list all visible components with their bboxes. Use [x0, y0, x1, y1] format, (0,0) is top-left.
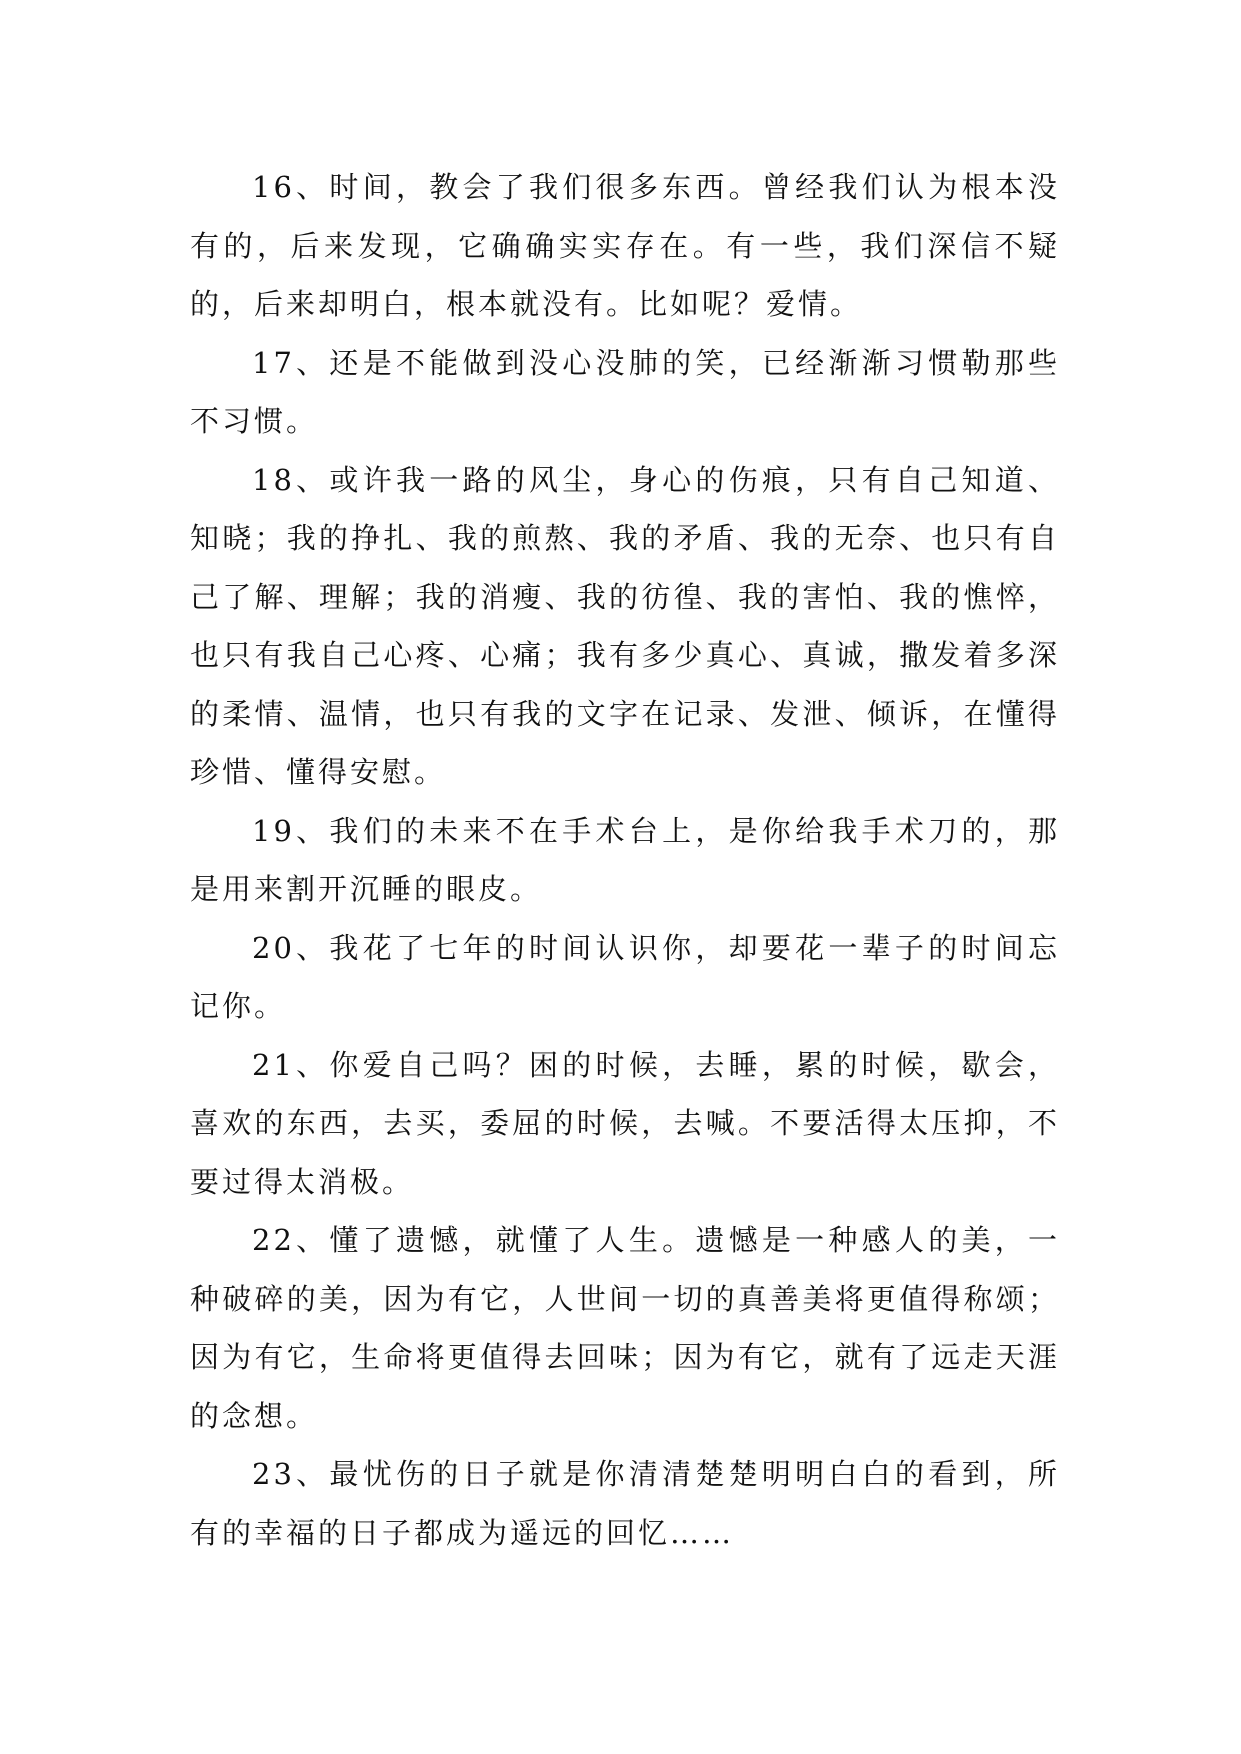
paragraph-19: 19、我们的未来不在手术台上，是你给我手术刀的，那是用来割开沉睡的眼皮。	[190, 813, 1060, 906]
paragraph-22: 22、懂了遗憾，就懂了人生。遗憾是一种感人的美，一种破碎的美，因为有它，人世间一切的真善美将更值得称颂；因为有它，生命将更值得去回味；因为有它，就有了远走天涯的念想。	[190, 1223, 1060, 1433]
document-body	[190, 158, 1060, 1562]
paragraph-18: 18、或许我一路的风尘，身心的伤痕，只有自己知道、知晓；我的挣扎、我的煎熬、我的矛盾、我的无奈、也只有自己了解、理解；我的消瘦、我的彷徨、我的害怕、我的憔悴，也只有我自己心疼、心痛；我有多少真心、真诚，撒发着多深的柔情、温情，也只有我的文字在记录、发泄、倾诉，在懂得珍惜、懂得安慰。	[190, 462, 1060, 789]
paragraph-23: 23、最忧伤的日子就是你清清楚楚明明白白的看到，所有的幸福的日子都成为遥远的回忆……	[190, 1457, 1060, 1550]
paragraph-16: 16、时间，教会了我们很多东西。曾经我们认为根本没有的，后来发现，它确确实实存在。有一些，我们深信不疑的，后来却明白，根本就没有。比如呢？爱情。	[190, 170, 1060, 321]
paragraph-17: 17、还是不能做到没心没肺的笑，已经渐渐习惯勒那些不习惯。	[190, 345, 1060, 438]
paragraph-20: 20、我花了七年的时间认识你，却要花一辈子的时间忘记你。	[190, 930, 1060, 1023]
paragraph-21: 21、你爱自己吗？困的时候，去睡，累的时候，歇会，喜欢的东西，去买，委屈的时候，去喊。不要活得太压抑，不要过得太消极。	[190, 1047, 1060, 1199]
